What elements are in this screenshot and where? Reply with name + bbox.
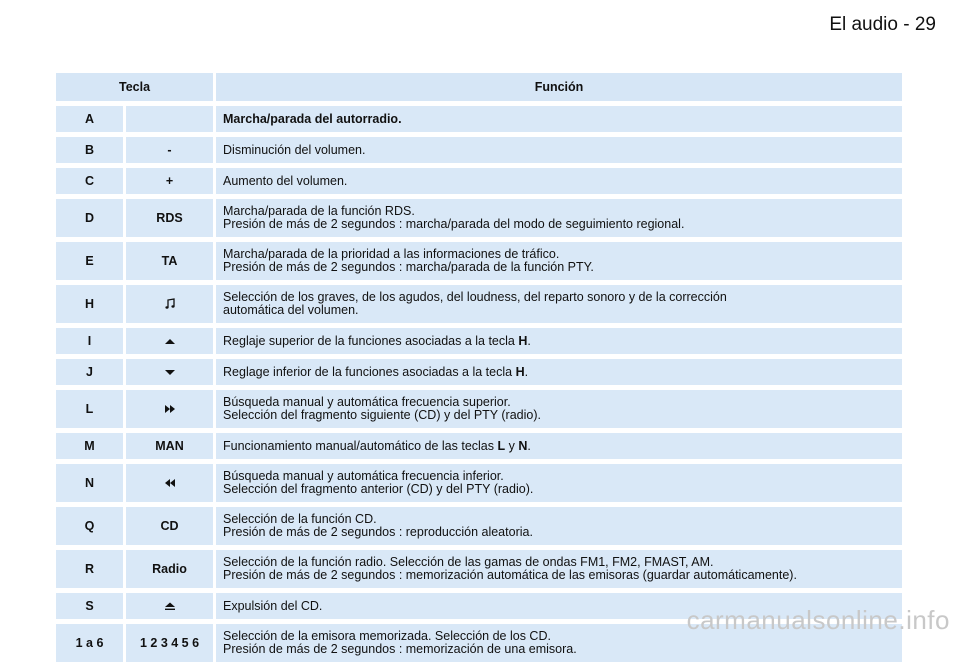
function-cell (216, 390, 902, 428)
key-cell: J (56, 359, 126, 385)
table-row (56, 285, 902, 323)
key-cell: M (56, 433, 126, 459)
table-row (56, 550, 902, 588)
key-function-table (56, 68, 902, 667)
function-cell: Marcha/parada del autorradio. (216, 106, 902, 132)
function-line: Selección de la emisora memorizada. Selección de los CD. (223, 629, 551, 643)
symbol-cell (126, 390, 216, 428)
function-cell: Expulsión del CD. (216, 593, 902, 619)
table-row (56, 464, 902, 502)
symbol-cell: CD (126, 507, 216, 545)
function-line: Selección de la función radio. Selección de las gamas de ondas FM1, FM2, FMAST, AM. (223, 555, 714, 569)
key-cell: S (56, 593, 126, 619)
key-reference: L (497, 438, 506, 453)
rewind-icon (162, 477, 178, 489)
function-cell: Aumento del volumen. (216, 168, 902, 194)
key-cell: H (56, 285, 126, 323)
table-row (56, 199, 902, 237)
fast-forward-icon (162, 403, 178, 415)
symbol-cell: MAN (126, 433, 216, 459)
function-cell: Disminución del volumen. (216, 137, 902, 163)
key-cell: B (56, 137, 126, 163)
function-end: . (527, 438, 531, 453)
function-cell (216, 550, 902, 588)
function-line: Presión de más de 2 segundos : memorización automática de las emisoras (guardar automáticamente). (223, 568, 797, 582)
symbol-cell (126, 359, 216, 385)
table-row (56, 433, 902, 459)
function-cell (216, 433, 902, 459)
key-reference: H (518, 333, 528, 348)
function-text: Reglaje superior de la funciones asociadas a la tecla (223, 333, 515, 348)
table-row (56, 359, 902, 385)
symbol-cell: RDS (126, 199, 216, 237)
key-cell: R (56, 550, 126, 588)
function-end: . (524, 364, 529, 379)
function-text: Reglage inferior de la funciones asociadas a la tecla (223, 364, 513, 379)
symbol-cell (126, 328, 216, 354)
function-line: Marcha/parada de la función RDS. (223, 204, 415, 218)
function-line: Presión de más de 2 segundos : memorización de una emisora. (223, 642, 577, 656)
function-cell (216, 242, 902, 280)
key-cell: N (56, 464, 126, 502)
function-line: Selección de la función CD. (223, 512, 377, 526)
chevron-down-icon (162, 366, 178, 378)
table-row (56, 390, 902, 428)
table-row (56, 242, 902, 280)
key-cell: D (56, 199, 126, 237)
function-cell (216, 507, 902, 545)
key-cell: C (56, 168, 126, 194)
symbol-cell: - (126, 137, 216, 163)
symbol-cell: Radio (126, 550, 216, 588)
chevron-up-icon (162, 335, 178, 347)
function-mid: y (508, 438, 515, 453)
symbol-cell: 1 2 3 4 5 6 (126, 624, 216, 662)
key-reference: H (515, 364, 525, 379)
symbol-cell (126, 285, 216, 323)
eject-icon (162, 600, 178, 612)
symbol-cell: TA (126, 242, 216, 280)
function-line: Presión de más de 2 segundos : marcha/parada de la función PTY. (223, 260, 594, 274)
key-cell: A (56, 106, 126, 132)
function-line: Selección del fragmento anterior (CD) y del PTY (radio). (223, 482, 534, 496)
key-cell: Q (56, 507, 126, 545)
music-note-icon (162, 298, 178, 310)
key-cell: E (56, 242, 126, 280)
symbol-cell (126, 464, 216, 502)
symbol-cell (126, 106, 216, 132)
table-header-row (56, 73, 902, 101)
table-row (56, 328, 902, 354)
function-line: Búsqueda manual y automática frecuencia superior. (223, 395, 511, 409)
function-end: . (527, 333, 531, 348)
function-line: Selección del fragmento siguiente (CD) y del PTY (radio). (223, 408, 541, 422)
key-cell: L (56, 390, 126, 428)
symbol-cell: + (126, 168, 216, 194)
key-cell: I (56, 328, 126, 354)
function-cell (216, 328, 902, 354)
header-key: Tecla (56, 73, 216, 101)
function-line: Presión de más de 2 segundos : reproducción aleatoria. (223, 525, 533, 539)
page-title: El audio - 29 (829, 14, 936, 35)
table-row (56, 168, 902, 194)
function-line: automática del volumen. (223, 303, 359, 317)
header-function: Función (216, 73, 902, 101)
function-line: Marcha/parada de la prioridad a las informaciones de tráfico. (223, 247, 560, 261)
table-row (56, 137, 902, 163)
table-row (56, 507, 902, 545)
function-text: Funcionamiento manual/automático de las teclas (223, 438, 494, 453)
function-line: Presión de más de 2 segundos : marcha/parada del modo de seguimiento regional. (223, 217, 685, 231)
key-cell: 1 a 6 (56, 624, 126, 662)
function-line: Selección de los graves, de los agudos, del loudness, del reparto sonoro y de la corrección (223, 290, 727, 304)
symbol-cell (126, 593, 216, 619)
table-row (56, 106, 902, 132)
key-reference: N (518, 438, 528, 453)
function-line: Búsqueda manual y automática frecuencia inferior. (223, 469, 504, 483)
function-cell (216, 199, 902, 237)
watermark: carmanualsonline.info (686, 605, 950, 635)
function-cell (216, 464, 902, 502)
function-cell (216, 285, 902, 323)
function-cell (216, 359, 902, 385)
